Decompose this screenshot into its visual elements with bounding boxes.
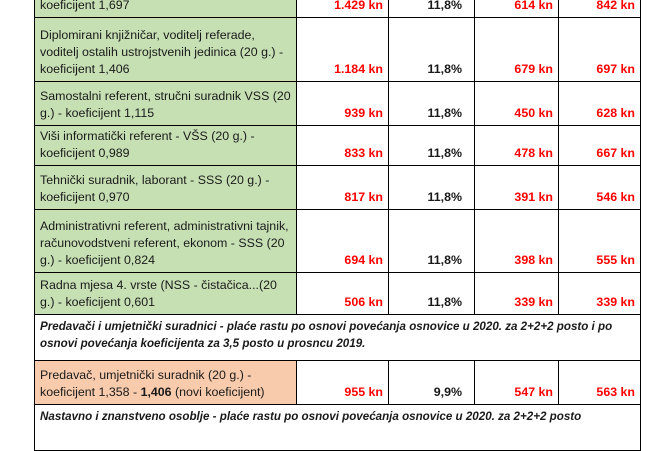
position-name: Administrativni referent, administrativni tajnik, računovodstveni referent, ekonom - SSS (20 g.) - koeficijent 0,824 — [35, 210, 297, 273]
amount-1: 955 kn — [297, 361, 389, 405]
section-note-row — [35, 315, 641, 361]
position-name: Viši informatički referent - VŠS (20 g.) - koeficijent 0,989 — [35, 126, 297, 166]
amount-2: 614 kn — [475, 0, 559, 18]
table-row — [35, 0, 641, 18]
percent: 11,8% — [389, 166, 475, 210]
percent: 11,8% — [389, 273, 475, 315]
section-note: Predavači i umjetnički suradnici - plaće rastu po osnovi povećanja osnovice u 2020. za 2+2+2 posto i po osnovi povećanja koeficijenta za 3,5 posto u prosncu 2019. — [35, 315, 641, 361]
amount-2: 398 kn — [475, 210, 559, 273]
table-row — [35, 210, 641, 273]
position-name: Diplomirani knjižničar, voditelj referade, voditelj ostalih ustrojstvenih jedinica (20 g.) - koeficijent 1,406 — [35, 18, 297, 82]
position-name-suffix: (novi koeficijent) — [171, 385, 265, 399]
amount-2: 339 kn — [475, 273, 559, 315]
amount-1: 939 kn — [297, 82, 389, 126]
amount-1: 817 kn — [297, 166, 389, 210]
amount-2: 478 kn — [475, 126, 559, 166]
position-name-prefix: Predavač, umjetnički suradnik (20 g.) - koeficijent 1,358 - — [40, 368, 252, 399]
position-name — [35, 361, 297, 405]
amount-2: 450 kn — [475, 82, 559, 126]
position-name: Samostalni referent, stručni suradnik VSS (20 g.) - koeficijent 1,115 — [35, 82, 297, 126]
position-name: Radna mjesa 4. vrste (NSS - čistačica...(20 g.) - koeficijent 0,601 — [35, 273, 297, 315]
section-note-row — [35, 405, 641, 451]
percent: 11,8% — [389, 0, 475, 18]
amount-1: 1.429 kn — [297, 0, 389, 18]
amount-2: 547 kn — [475, 361, 559, 405]
table-row — [35, 82, 641, 126]
amount-1: 694 kn — [297, 210, 389, 273]
amount-1: 833 kn — [297, 126, 389, 166]
table-row — [35, 126, 641, 166]
percent: 11,8% — [389, 82, 475, 126]
amount-1: 506 kn — [297, 273, 389, 315]
section-note: Nastavno i znanstveno osoblje - plaće rastu po osnovi povećanja osnovice u 2020. za 2+2+2 posto — [35, 405, 641, 451]
table-row — [35, 166, 641, 210]
amount-3: 628 kn — [559, 82, 641, 126]
position-name: Tehnički suradnik, laborant - SSS (20 g.) - koeficijent 0,970 — [35, 166, 297, 210]
amount-3: 842 kn — [559, 0, 641, 18]
amount-3: 667 kn — [559, 126, 641, 166]
amount-2: 679 kn — [475, 18, 559, 82]
table-row — [35, 273, 641, 315]
percent: 11,8% — [389, 18, 475, 82]
amount-3: 339 kn — [559, 273, 641, 315]
position-name: koeficijent 1,697 — [35, 0, 297, 18]
amount-1: 1.184 kn — [297, 18, 389, 82]
amount-3: 555 kn — [559, 210, 641, 273]
table-row — [35, 18, 641, 82]
amount-3: 546 kn — [559, 166, 641, 210]
amount-3: 563 kn — [559, 361, 641, 405]
table-row — [35, 361, 641, 405]
new-coefficient: 1,406 — [140, 385, 172, 399]
amount-2: 391 kn — [475, 166, 559, 210]
percent: 11,8% — [389, 126, 475, 166]
percent: 9,9% — [389, 361, 475, 405]
amount-3: 697 kn — [559, 18, 641, 82]
salary-table — [34, 0, 641, 451]
percent: 11,8% — [389, 210, 475, 273]
